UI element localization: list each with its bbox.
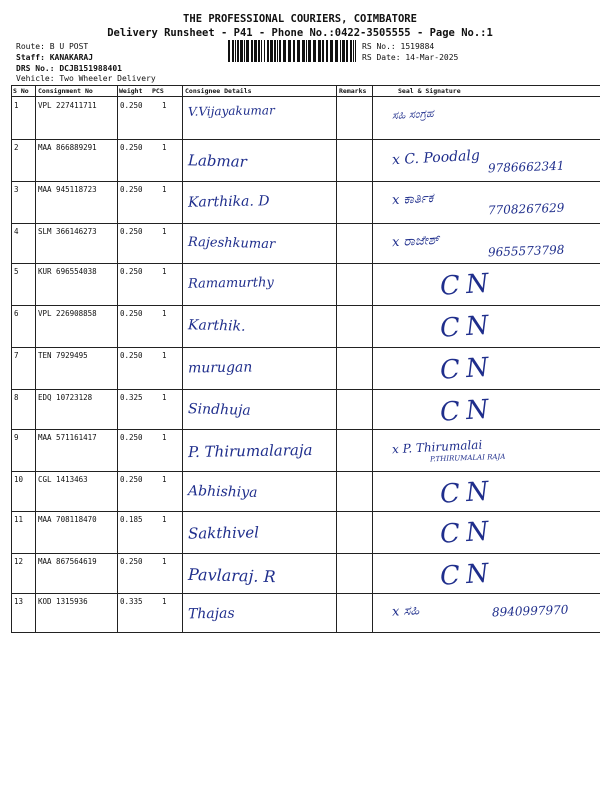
consignee-name-handwritten: Karthik.: [187, 317, 246, 335]
signature-handwritten: CN: [439, 476, 496, 510]
barcode-bar: [283, 40, 286, 62]
col-border: [35, 85, 36, 633]
barcode-bar: [277, 40, 278, 62]
consignment-number: MAA 571161417: [38, 433, 97, 442]
consignment-number: EDQ 10723128: [38, 393, 93, 402]
col-border: [11, 85, 12, 633]
barcode-bar: [313, 40, 316, 62]
barcode-bar: [346, 40, 348, 62]
row-divider: [11, 305, 600, 306]
weight-value: 0.250: [120, 433, 143, 442]
serial-number: 5: [14, 267, 19, 276]
company-title: THE PROFESSIONAL COURIERS, COIMBATORE: [183, 13, 417, 25]
route-label: Route: B U POST: [16, 42, 89, 51]
row-divider: [11, 632, 600, 633]
weight-value: 0.250: [120, 557, 143, 566]
signature-handwritten: x ಕಾರ್ತಿಕ: [391, 190, 434, 209]
barcode-bar: [279, 40, 281, 62]
barcode-bar: [237, 40, 239, 62]
consignment-number: VPL 226908858: [38, 309, 97, 318]
weight-value: 0.325: [120, 393, 143, 402]
consignment-number: MAA 867564619: [38, 557, 97, 566]
barcode-bar: [318, 40, 321, 62]
weight-value: 0.250: [120, 227, 143, 236]
serial-number: 7: [14, 351, 19, 360]
col-header-remarks: Remarks: [339, 87, 367, 95]
barcode-bar: [355, 40, 356, 62]
barcode-bar: [251, 40, 253, 62]
staff-label: Staff: KANAKARAJ: [16, 53, 94, 62]
serial-number: 13: [14, 597, 24, 606]
col-border: [117, 85, 118, 633]
signature-handwritten: x ಸಹಿ: [391, 603, 420, 620]
row-divider: [11, 429, 600, 430]
row-divider: [11, 471, 600, 472]
row-divider: [11, 139, 600, 140]
consignee-name-handwritten: murugan: [187, 359, 253, 377]
serial-number: 11: [14, 515, 24, 524]
pieces-count: 1: [162, 393, 167, 402]
barcode-bar: [235, 40, 236, 62]
serial-number: 4: [14, 227, 19, 236]
barcode-bar: [274, 40, 276, 62]
pieces-count: 1: [162, 351, 167, 360]
barcode-bar: [254, 40, 257, 62]
row-divider: [11, 511, 600, 512]
pieces-count: 1: [162, 475, 167, 484]
serial-number: 2: [14, 143, 19, 152]
pieces-count: 1: [162, 309, 167, 318]
barcode-bar: [322, 40, 324, 62]
consignment-number: MAA 945118723: [38, 185, 97, 194]
phone-handwritten: 9786662341: [487, 158, 565, 176]
serial-number: 1: [14, 101, 19, 110]
barcode-bar: [258, 40, 260, 62]
pieces-count: 1: [162, 101, 167, 110]
barcode-image: [228, 40, 356, 62]
barcode-bar: [350, 40, 352, 62]
phone-handwritten: 8940997970: [491, 602, 569, 620]
serial-number: 9: [14, 433, 19, 442]
barcode-bar: [342, 40, 345, 62]
col-header-signature: Seal & Signature: [398, 87, 461, 95]
serial-number: 3: [14, 185, 19, 194]
row-divider: [11, 347, 600, 348]
barcode-bar: [288, 40, 291, 62]
weight-value: 0.250: [120, 351, 143, 360]
barcode-bar: [297, 40, 300, 62]
consignee-name-handwritten: Labmar: [187, 151, 248, 171]
runsheet-subtitle: Delivery Runsheet - P41 - Phone No.:0422-3505555 - Page No.:1: [107, 27, 493, 39]
col-header-consignee: Consignee Details: [185, 87, 252, 95]
consignment-number: SLM 366146273: [38, 227, 97, 236]
col-border: [182, 85, 183, 633]
barcode-bar: [244, 40, 245, 62]
signature-handwritten: CN: [439, 394, 496, 428]
pieces-count: 1: [162, 557, 167, 566]
weight-value: 0.250: [120, 267, 143, 276]
pieces-count: 1: [162, 143, 167, 152]
serial-number: 10: [14, 475, 24, 484]
col-border: [372, 85, 373, 633]
signature-handwritten: x P. Thirumalai: [391, 437, 483, 457]
consignee-name-handwritten: P. Thirumalaraja: [187, 440, 313, 462]
barcode-bar: [302, 40, 305, 62]
signature-handwritten: CN: [439, 310, 496, 344]
consignment-number: VPL 227411711: [38, 101, 97, 110]
consignee-name-handwritten: Thajas: [187, 605, 235, 623]
col-border: [336, 85, 337, 633]
rs-number: RS No.: 1519884: [362, 42, 435, 51]
pieces-count: 1: [162, 597, 167, 606]
consignee-name-handwritten: Sakthivel: [187, 523, 260, 543]
barcode-bar: [261, 40, 262, 62]
consignee-name-handwritten: Ramamurthy: [187, 275, 274, 292]
weight-value: 0.250: [120, 101, 143, 110]
weight-value: 0.250: [120, 143, 143, 152]
col-header-sno: S No: [13, 87, 29, 95]
serial-number: 12: [14, 557, 24, 566]
pieces-count: 1: [162, 433, 167, 442]
consignee-name-handwritten: Pavlaraj. R: [187, 564, 276, 587]
signature-handwritten: CN: [439, 516, 496, 550]
barcode-bar: [246, 40, 249, 62]
serial-number: 6: [14, 309, 19, 318]
signature-handwritten: CN: [439, 558, 496, 592]
rs-date: RS Date: 14-Mar-2025: [362, 53, 459, 62]
signature-handwritten: ಸಹಿ ಸಂಗ್ರಹ: [391, 106, 434, 123]
vehicle-label: Vehicle: Two Wheeler Delivery: [16, 74, 156, 83]
serial-number: 8: [14, 393, 19, 402]
row-divider: [11, 223, 600, 224]
col-header-consignment: Consignment No: [38, 87, 93, 95]
consignee-name-handwritten: Karthika. D: [187, 193, 270, 211]
row-divider: [11, 593, 600, 594]
signature-handwritten: x C. Poodalg: [391, 147, 481, 169]
weight-value: 0.335: [120, 597, 143, 606]
consignee-name-handwritten: Rajeshkumar: [187, 234, 276, 253]
weight-value: 0.250: [120, 185, 143, 194]
phone-handwritten: P.THIRUMALAI RAJA: [429, 452, 506, 464]
barcode-bar: [335, 40, 338, 62]
barcode-bar: [306, 40, 307, 62]
row-divider: [11, 553, 600, 554]
pieces-count: 1: [162, 267, 167, 276]
consignment-number: CGL 1413463: [38, 475, 88, 484]
barcode-bar: [232, 40, 234, 62]
consignment-number: TEN 7929495: [38, 351, 88, 360]
pieces-count: 1: [162, 515, 167, 524]
phone-handwritten: 9655573798: [487, 242, 565, 260]
table-header-border: [11, 96, 600, 97]
col-header-weight: Weight: [119, 87, 143, 95]
consignee-name-handwritten: Abhishiya: [187, 483, 258, 501]
barcode-bar: [293, 40, 295, 62]
barcode-bar: [228, 40, 230, 62]
consignment-number: MAA 866889291: [38, 143, 97, 152]
barcode-bar: [326, 40, 328, 62]
signature-handwritten: CN: [439, 268, 496, 302]
consignment-number: MAA 708118470: [38, 515, 97, 524]
row-divider: [11, 389, 600, 390]
table-top-border: [11, 85, 600, 86]
row-divider: [11, 181, 600, 182]
consignment-number: KUR 696554038: [38, 267, 97, 276]
barcode-bar: [308, 40, 311, 62]
consignee-name-handwritten: V.Vijayakumar: [187, 103, 275, 119]
barcode-bar: [353, 40, 354, 62]
consignee-name-handwritten: Sindhuja: [187, 401, 251, 419]
row-divider: [11, 263, 600, 264]
weight-value: 0.250: [120, 309, 143, 318]
col-header-pcs: PCS: [152, 87, 164, 95]
signature-handwritten: x ರಾಜೇಶ್: [391, 232, 440, 251]
weight-value: 0.185: [120, 515, 143, 524]
consignment-number: KOD 1315936: [38, 597, 88, 606]
weight-value: 0.250: [120, 475, 143, 484]
phone-handwritten: 7708267629: [487, 200, 565, 218]
barcode-bar: [264, 40, 265, 62]
barcode-bar: [240, 40, 243, 62]
barcode-bar: [340, 40, 341, 62]
pieces-count: 1: [162, 185, 167, 194]
barcode-bar: [267, 40, 269, 62]
signature-handwritten: CN: [439, 352, 496, 386]
barcode-bar: [330, 40, 333, 62]
pieces-count: 1: [162, 227, 167, 236]
barcode-bar: [270, 40, 273, 62]
drs-label: DRS No.: DCJB151988401: [16, 64, 122, 73]
